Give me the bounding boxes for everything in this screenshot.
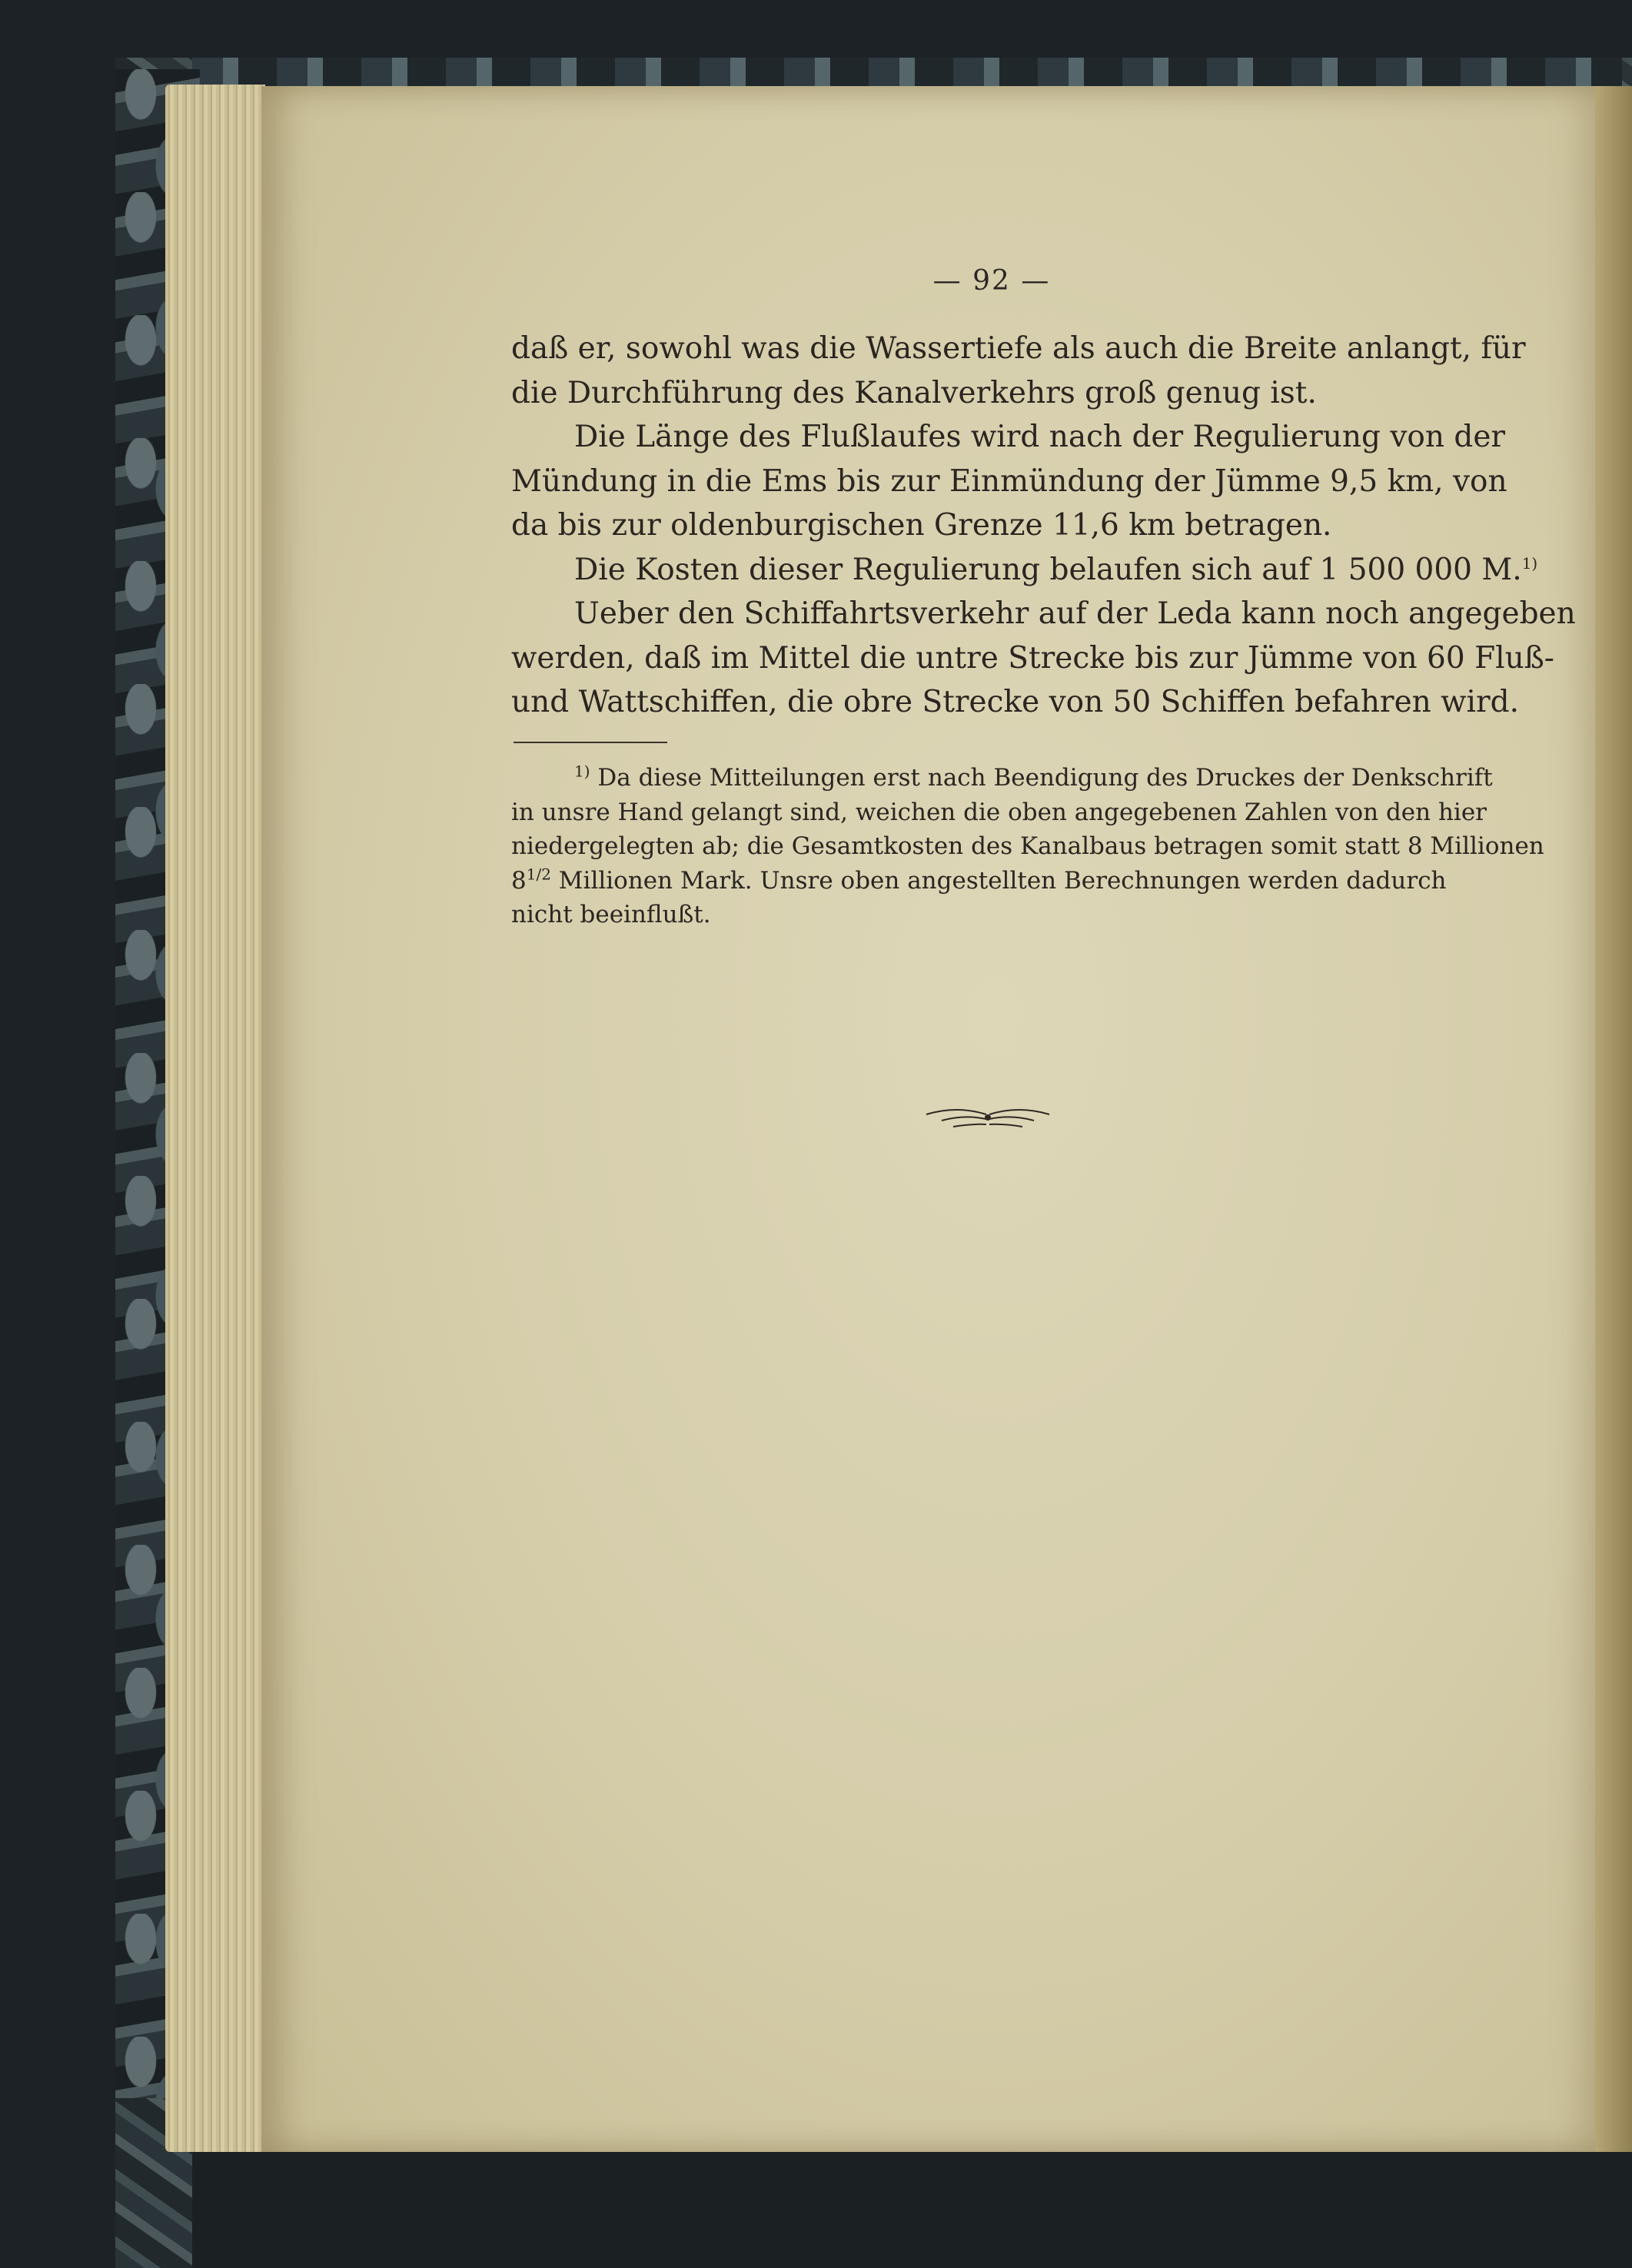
footnote-line: [511, 761, 1493, 795]
footnote-text: Millionen Mark. Unsre oben angestellten Berechnungen werden dadurch: [558, 866, 1447, 895]
page-number: — 92 —: [932, 265, 1051, 297]
footnote-reference: 1): [1521, 553, 1538, 573]
footnote-text: Da diese Mitteilungen erst nach Beendigung des Druckes der Denkschrift: [597, 764, 1493, 792]
text-line: die Durchführung des Kanalverkehrs groß genug ist.: [511, 375, 1317, 410]
facing-page-edge: [1595, 86, 1632, 2153]
text-line-content: Die Kosten dieser Regulierung belaufen sich auf 1 500 000 M.: [574, 552, 1522, 587]
text-line: [511, 548, 1538, 593]
text-line: Ueber den Schiffahrtsverkehr auf der Leda kann noch angegeben: [574, 596, 1576, 631]
text-line: daß er, sowohl was die Wassertiefe als auch die Breite anlangt, für: [511, 331, 1526, 366]
footnote-fraction: 1/2: [526, 865, 551, 884]
text-line: da bis zur oldenburgischen Grenze 11,6 km betragen.: [511, 508, 1332, 543]
ornament-divider: [919, 1099, 1057, 1137]
footnote-line: [511, 864, 1447, 898]
footnote-line: niedergelegten ab; die Gesamtkosten des Kanalbaus betragen somit statt 8 Millionen: [511, 832, 1544, 860]
footnote: [511, 761, 1544, 932]
page-stack-edges: [165, 85, 265, 2152]
footnote-marker: 1): [574, 762, 590, 781]
footnote-number: 8: [511, 866, 527, 895]
footnote-line: nicht beeinflußt.: [511, 901, 711, 928]
text-line: und Wattschiffen, die obre Strecke von 50 Schiffen befahren wird.: [511, 685, 1520, 719]
footnote-divider: [514, 742, 667, 743]
body-text: [511, 327, 1576, 725]
text-line: werden, daß im Mittel die untre Strecke bis zur Jümme von 60 Fluß-: [511, 640, 1554, 676]
text-line: Die Länge des Flußlaufes wird nach der Regulierung von der: [574, 420, 1506, 454]
footnote-line: in unsre Hand gelangt sind, weichen die oben angegebenen Zahlen von den hier: [511, 798, 1487, 826]
cover-top-marbling: [192, 58, 1622, 88]
cover-bottom: [192, 2152, 1632, 2268]
text-line: Mündung in die Ems bis zur Einmündung der Jümme 9,5 km, von: [511, 463, 1507, 499]
